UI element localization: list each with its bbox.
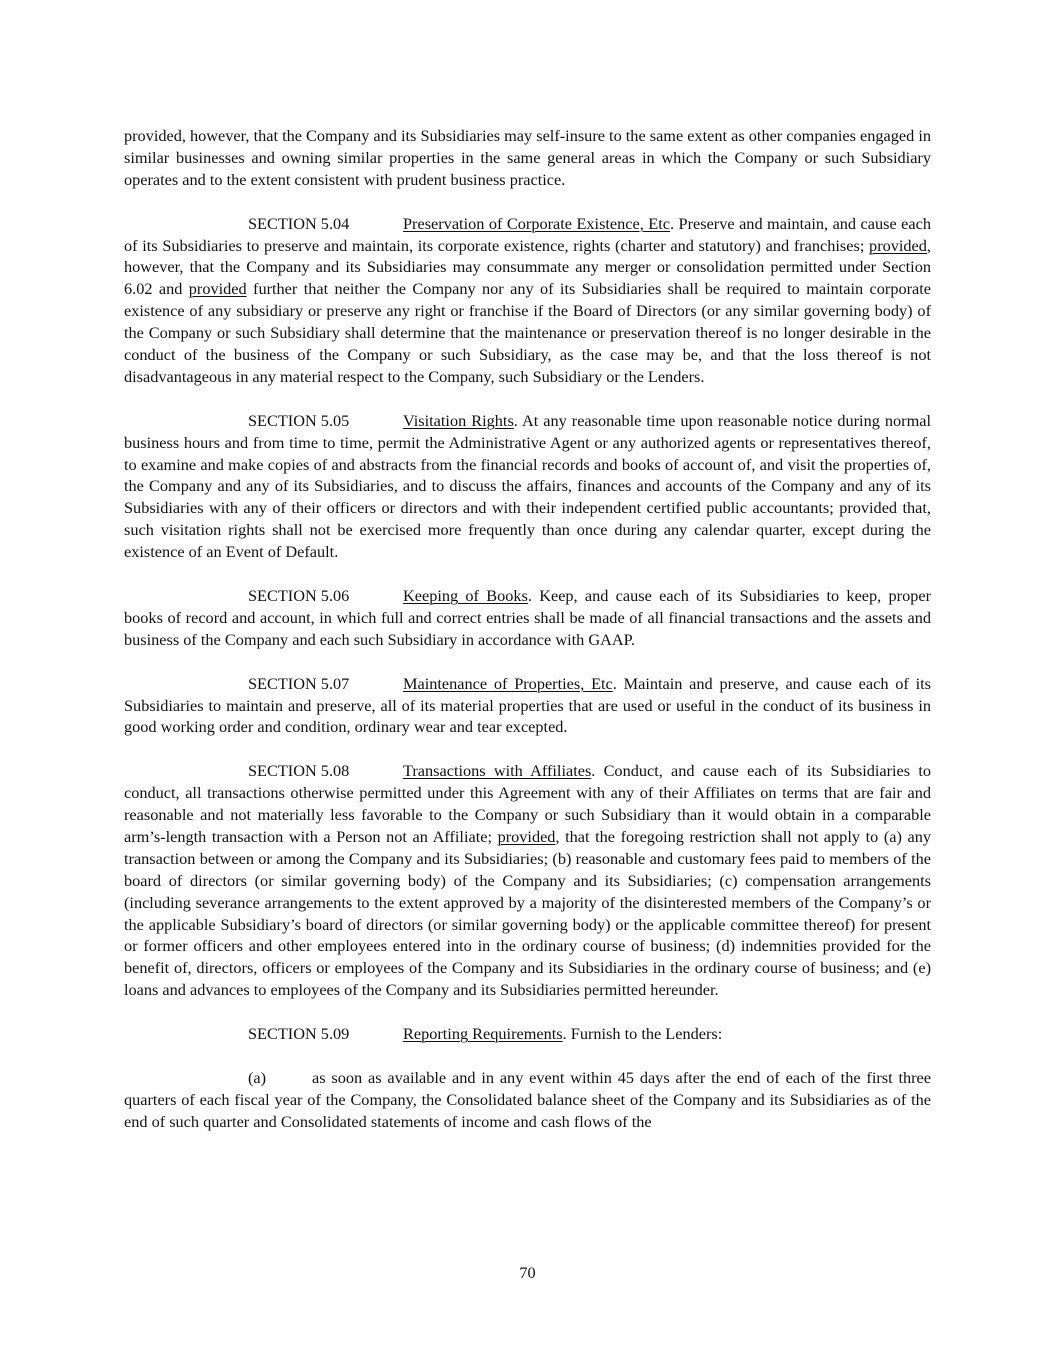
section-5-08 <box>124 760 931 1001</box>
section-title: Keeping of Books <box>403 585 528 605</box>
section-5-06 <box>124 585 931 651</box>
section-title: Maintenance of Properties, Etc <box>403 673 613 693</box>
section-5-09 <box>124 1023 931 1045</box>
section-title: Preservation of Corporate Existence, Etc <box>403 213 670 233</box>
section-5-04 <box>124 213 931 388</box>
section-text: , however, that the Company and its Subsidiaries may consummate any merger or consolidation permitted under Section 6.02 and <box>124 235 931 299</box>
section-title: Reporting Requirements <box>403 1024 563 1044</box>
section-number: SECTION 5.04 <box>248 213 350 233</box>
clause-label: (a) <box>248 1067 267 1087</box>
section-number: SECTION 5.06 <box>248 585 350 605</box>
section-title: Transactions with Affiliates <box>403 761 592 781</box>
section-number: SECTION 5.05 <box>248 410 350 430</box>
section-text: . At any reasonable time upon reasonable notice during normal business hours and from time to time, permit the Administrative Agent or any authorized agents or representatives thereof, to examine and make copies of and abstracts from the financial records and books of account of, and visit the properties of, the Company and any of its Subsidiaries, and to discuss the affairs, finances and accounts of the Company and any of its Subsidiaries with any of their officers or directors and with their independent certified public accountants; provided that, such visitation rights shall not be exercised more frequently than once during any calendar quarter, except during the existence of an Event of Default. <box>124 410 931 562</box>
provided-term: provided <box>188 279 247 299</box>
section-number: SECTION 5.09 <box>248 1024 350 1044</box>
section-5-05 <box>124 410 931 563</box>
page-body <box>124 125 931 1133</box>
section-5-07 <box>124 673 931 739</box>
page-number: 70 <box>519 1263 536 1282</box>
provided-term: provided <box>497 826 556 846</box>
section-text: . Maintain and preserve, and cause each of its Subsidiaries to maintain and preserve, all of its material properties that are used or useful in the conduct of its business in good working order and condition, ordinary wear and tear excepted. <box>124 673 931 737</box>
section-text: . Furnish to the Lenders: <box>562 1024 723 1044</box>
opening-paragraph: provided, however, that the Company and its Subsidiaries may self-insure to the same extent as other companies engaged in similar businesses and owning similar properties in the same general areas in which the Company or such Subsidiary operates and to the extent consistent with prudent business practice. <box>124 126 931 189</box>
section-5-09-clause-a <box>124 1067 931 1133</box>
section-text: . Preserve and maintain, and cause each of its Subsidiaries to preserve and maintain, its corporate existence, rights (charter and statutory) and franchises; <box>124 213 931 255</box>
section-text: , that the foregoing restriction shall not apply to (a) any transaction between or among the Company and its Subsidiaries; (b) reasonable and customary fees paid to members of the board of directors (or similar governing body) of the Company and its Subsidiaries; (c) compensation arrangements (including severance arrangements to the extent approved by a majority of the disinterested members of the Company’s or the applicable Subsidiary’s board of directors (or similar governing body) or the applicable committee thereof) for present or former officers and other employees entered into in the ordinary course of business; (d) indemnities provided for the benefit of, directors, officers or employees of the Company and its Subsidiaries in the ordinary course of business; and (e) loans and advances to employees of the Company and its Subsidiaries permitted hereunder. <box>124 826 931 1000</box>
section-text: . Keep, and cause each of its Subsidiaries to keep, proper books of record and account, in which full and correct entries shall be made of all financial transactions and the assets and business of the Company and each such Subsidiary in accordance with GAAP. <box>124 585 931 649</box>
section-number: SECTION 5.07 <box>248 673 350 693</box>
section-text: further that neither the Company nor any of its Subsidiaries shall be required to maintain corporate existence of any subsidiary or preserve any right or franchise if the Board of Directors (or any similar governing body) of the Company or such Subsidiary shall determine that the maintenance or preservation thereof is no longer desirable in the conduct of the business of the Company or such Subsidiary, as the case may be, and that the loss thereof is not disadvantageous in any material respect to the Company, such Subsidiary or the Lenders. <box>124 279 932 386</box>
clause-text: as soon as available and in any event within 45 days after the end of each of the first three quarters of each fiscal year of the Company, the Consolidated balance sheet of the Company and its Subsidiaries as of the end of such quarter and Consolidated statements of income and cash flows of the <box>124 1067 931 1131</box>
section-title: Visitation Rights <box>403 410 514 430</box>
provided-term: provided <box>869 235 927 255</box>
section-text: . Conduct, and cause each of its Subsidiaries to conduct, all transactions otherwise permitted under this Agreement with any of their Affiliates on terms that are fair and reasonable and not materially less favorable to the Company or such Subsidiary than it would obtain in a comparable arm’s-length transaction with a Person not an Affiliate; <box>124 761 931 846</box>
section-number: SECTION 5.08 <box>248 761 350 781</box>
